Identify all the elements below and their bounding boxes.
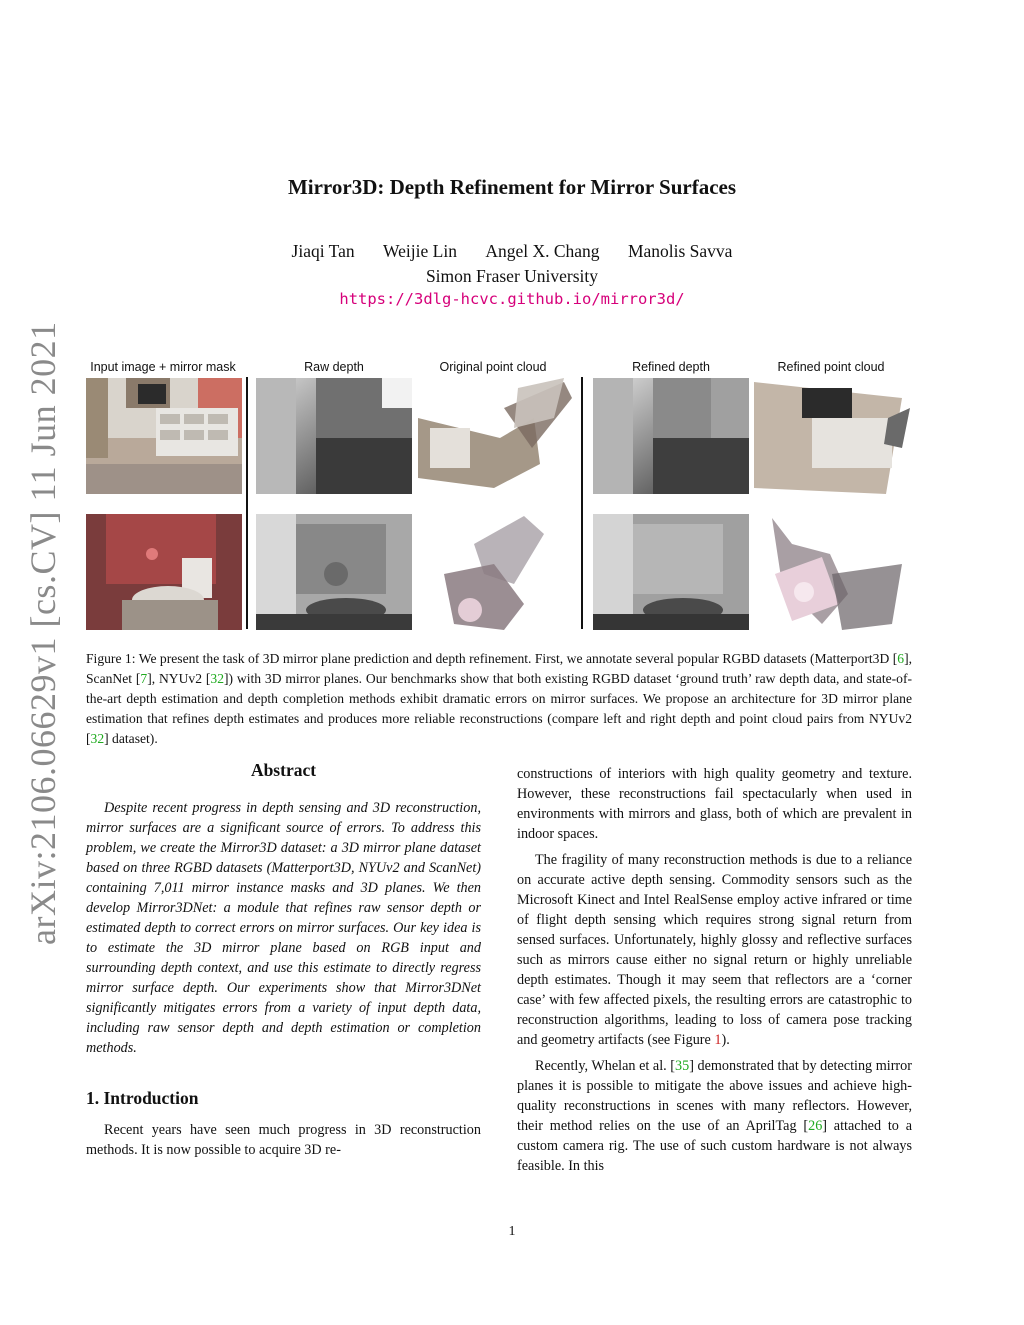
author-list <box>0 241 1024 262</box>
original-point-cloud-bathroom <box>414 514 572 630</box>
abstract-heading: Abstract <box>250 760 317 780</box>
label-original-point-cloud: Original point cloud <box>439 360 547 374</box>
caption-text: Figure 1: We present the task of 3D mirror plane prediction and depth refinement. First, we annotate several popular RGBD datasets (Matterport3D [ <box>86 651 898 666</box>
refined-depth-bedroom <box>593 378 749 494</box>
refined-point-cloud-bathroom <box>752 514 910 630</box>
figure-divider-left <box>246 377 248 629</box>
label-raw-depth: Raw depth <box>304 360 364 374</box>
citation-link[interactable]: 7 <box>140 671 148 686</box>
paragraph-text: ). <box>721 1032 730 1048</box>
arxiv-identifier: arXiv:2106.06629v1 [cs.CV] 11 Jun 2021 <box>23 321 63 945</box>
refined-point-cloud-bedroom <box>752 378 910 494</box>
paragraph-text: Recently, Whelan et al. [ <box>535 1058 675 1074</box>
caption-text: ] dataset). <box>104 731 158 746</box>
raw-depth-bedroom <box>256 378 412 494</box>
label-refined-point-cloud: Refined point cloud <box>777 360 885 374</box>
citation-link[interactable]: 6 <box>897 651 905 666</box>
author-1: Jiaqi Tan <box>291 241 355 261</box>
citation-link[interactable]: 35 <box>675 1058 690 1074</box>
citation-link[interactable]: 26 <box>808 1118 823 1134</box>
left-column <box>86 760 481 1166</box>
paragraph-text: The fragility of many reconstruction methods is due to a reliance on accurate active depth sensing. Commodity sensors such as the Microsoft Kinect and Intel RealSense employ active infrared or time of flight depth sensing which requires strong signal return from sensed surfaces. Unfortunately, highly glossy and reflective surfaces such as mirrors cause either no signal return or highly unreliable depth estimates. Though it may seem that reflectors are a ‘corner case’ with few affected pixels, the resulting errors are catastrophic to reconstruction algorithms, leading to loss of camera pose tracking and geometry artifacts (see Figure <box>517 852 912 1048</box>
raw-depth-bathroom <box>256 514 412 630</box>
abstract-body: Despite recent progress in depth sensing and 3D reconstruction, mirror surfaces are a significant source of errors. To address this problem, we create the Mirror3D dataset: a 3D mirror plane dataset based on three RGBD datasets (Matterport3D, NYUv2 and ScanNet) containing 7,011 mirror instance masks and 3D planes. We then develop Mirror3DNet: a module that refines raw sensor depth or estimated depth to correct errors on mirror surfaces. Our key idea is to estimate the 3D mirror plane based on RGB input and surrounding depth context, and use this estimate to directly regress mirror surface depth. Our experiments show that Mirror3DNet significantly mitigates errors from a variety of input depth data, including raw sensor depth and depth estimation or completion methods. <box>86 800 481 1056</box>
original-point-cloud-bedroom <box>414 378 572 494</box>
caption-text: ], NYUv2 [ <box>147 671 211 686</box>
caption-text: ], ScanNet [ <box>86 651 912 686</box>
label-input-image: Input image + mirror mask <box>90 360 236 374</box>
paragraph-text: ] attached to a custom camera rig. The use of such custom hardware is not always feasible. In this <box>517 1118 913 1174</box>
label-refined-depth: Refined depth <box>632 360 710 374</box>
caption-text: ]) with 3D mirror planes. Our benchmarks show that both existing RGBD dataset ‘ground truth’ raw depth data, and state-of-the-art depth estimation and depth completion methods exhibit dramatic errors on mirror surfaces. We propose an architecture for 3D mirror plane estimation that refines depth estimates and produces more reliable reconstructions (compare left and right depth and point cloud pairs from NYUv2 [ <box>86 671 913 746</box>
project-url-link[interactable]: https://3dlg-hcvc.github.io/mirror3d/ <box>339 290 685 308</box>
intro-paragraph-2 <box>517 850 912 1050</box>
figure-caption <box>86 649 912 749</box>
input-image-bedroom <box>86 378 242 494</box>
refined-depth-bathroom <box>593 514 749 630</box>
intro-paragraph-1: Recent years have seen much progress in 3D reconstruction methods. It is now possible to acquire 3D re- <box>86 1122 481 1158</box>
input-image-bathroom <box>86 514 242 630</box>
intro-paragraph-continued: constructions of interiors with high quality geometry and texture. However, these reconstructions fail spectacularly when used in environments with mirrors and glass, both of which are prevalent in indoor spaces. <box>517 766 912 842</box>
paper-title: Mirror3D: Depth Refinement for Mirror Surfaces <box>287 175 737 199</box>
citation-link[interactable]: 32 <box>90 731 105 746</box>
introduction-heading: 1. Introduction <box>86 1088 199 1108</box>
page-number: 1 <box>508 1224 516 1239</box>
author-2: Weijie Lin <box>383 241 457 261</box>
affiliation: Simon Fraser University <box>425 266 599 286</box>
author-3: Angel X. Chang <box>485 241 600 261</box>
right-column <box>517 764 912 1182</box>
paragraph-text: ] demonstrated that by detecting mirror planes it is possible to mitigate the above issues and achieve high-quality reconstructions in scenes with many reflectors. However, their method relies on the use of an AprilTag [ <box>517 1058 912 1134</box>
intro-paragraph-3 <box>517 1056 912 1176</box>
citation-link[interactable]: 32 <box>210 671 224 686</box>
figure-ref-link[interactable]: 1 <box>714 1032 722 1048</box>
author-4: Manolis Savva <box>627 241 733 261</box>
figure-divider-right <box>581 377 583 629</box>
